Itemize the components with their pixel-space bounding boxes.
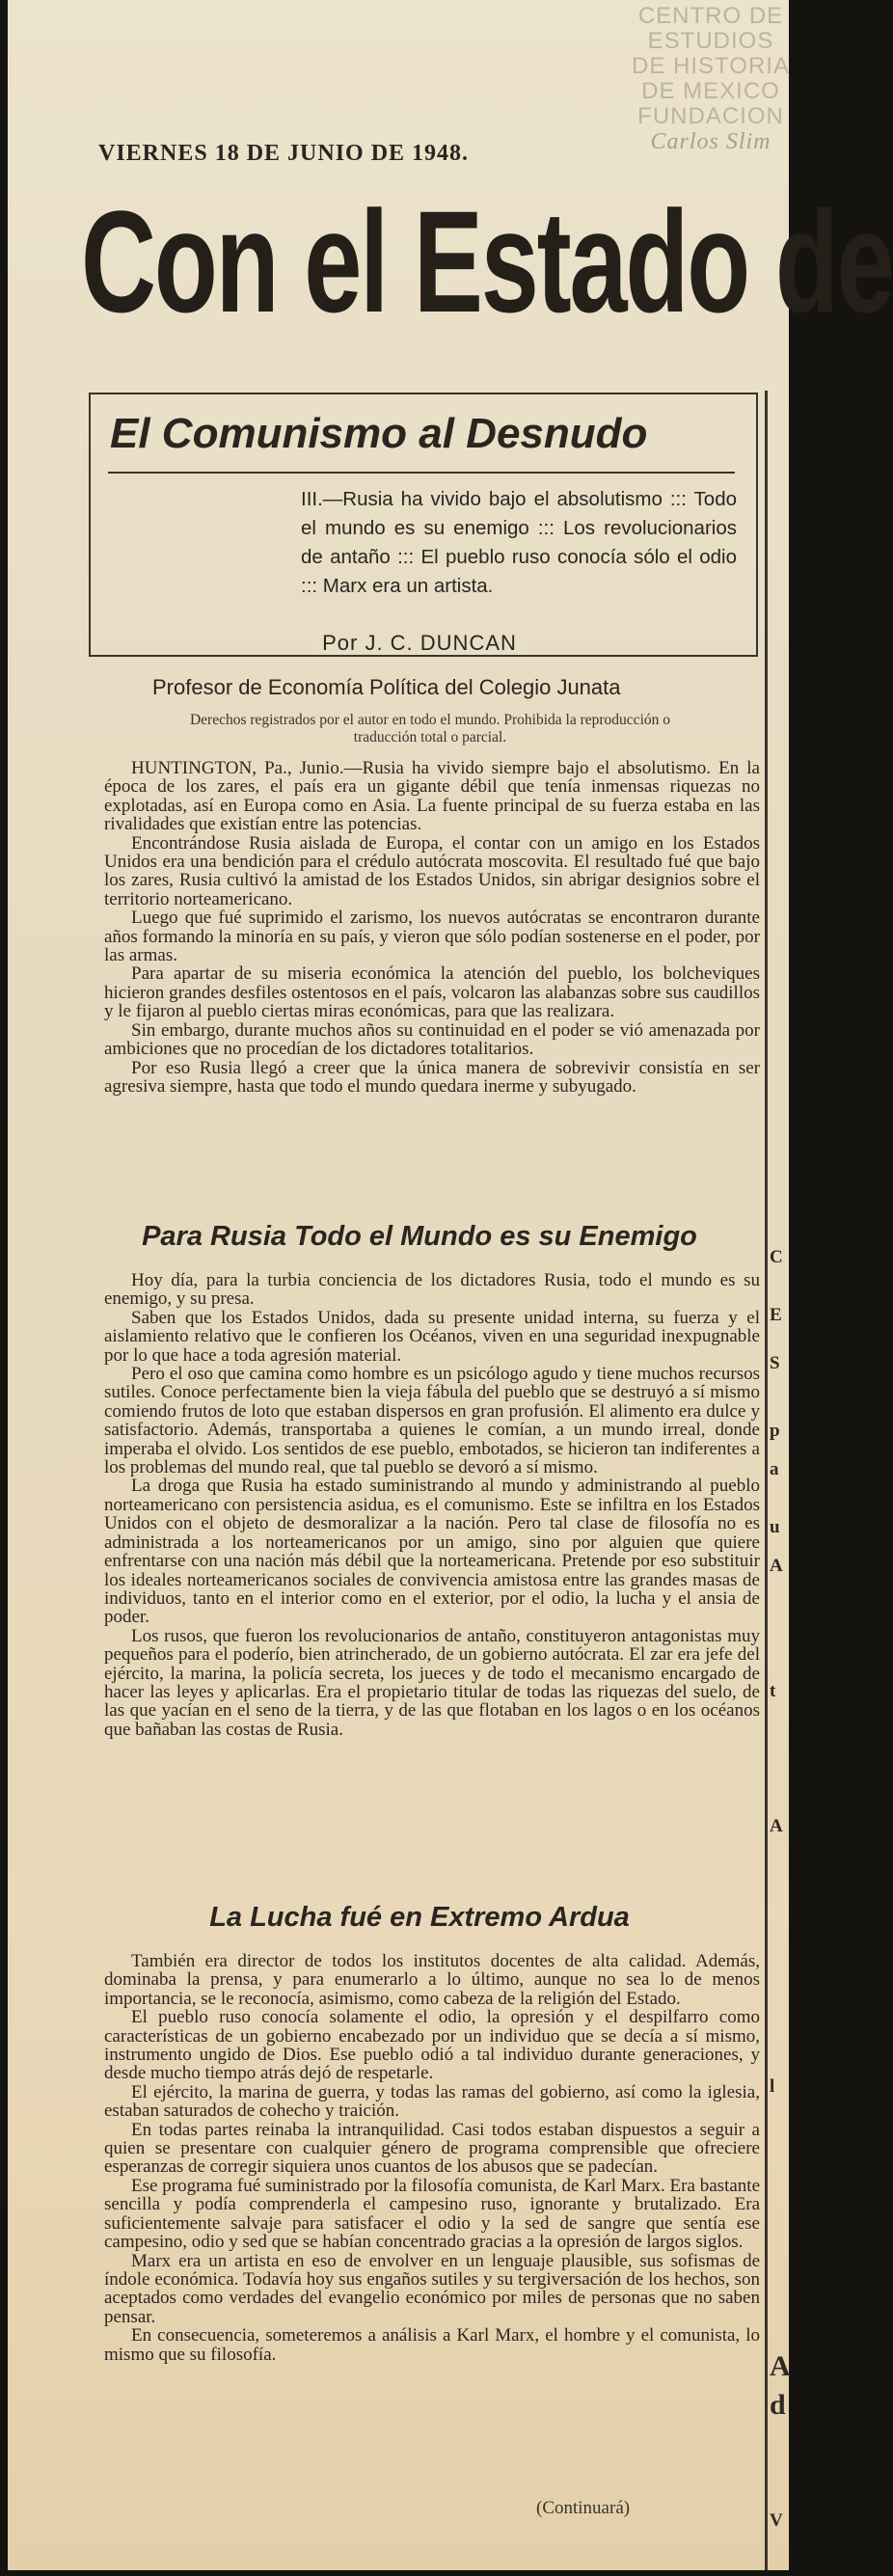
paragraph: También era director de todos los institutos docentes de alta calidad. Además, dominaba la prensa, y para enumerarlo a lo último, aunque no sea lo de menos importancia, se le reconocía, asimismo, como cabeza de la religión del Estado. — [104, 1951, 760, 2009]
paragraph: Los rusos, que fueron los revolucionarios de antaño, constituyeron antagonistas muy pequeños para el poderío, bien atrincherado, de un gobierno autócrata. El zar era jefe del ejército, la marina, la policía secreta, los jueces y de todo el mecanismo encargado de hacer las leyes y aplicarlas. Era el propietario titular de todas las riquezas del suelo, de las que yacían en el seno de la tierra, y de las que flotaban en los lagos o en los océanos que bañaban las costas de Rusia. — [104, 1625, 760, 1740]
paragraph: HUNTINGTON, Pa., Junio.—Rusia ha vivido siempre bajo el absolutismo. En la época de los zares, el país era un gigante débil que tenía inmensas riquezas no explotadas, así en Europa como en Asia. La fuente principal de su fuerza estaba en las rivalidades que existían entre las potencias. — [104, 758, 760, 835]
byline-text: Por J. C. DUNCAN — [311, 631, 528, 655]
paragraph: Luego que fué suprimido el zarismo, los nuevos autócratas se encontraron durante años formando la minoría en su país, y vieron que sólo podían sostenerse en el poder, por las armas. — [104, 908, 760, 966]
section-3-heading: La Lucha fué en Extremo Ardua — [209, 1902, 630, 1933]
adjacent-column-fragment: A — [770, 2350, 791, 2382]
adjacent-column-fragment: A — [770, 1816, 783, 1836]
paragraph: Saben que los Estados Unidos, dada su presente unidad interna, su fuerza y el aislamiento relativo que le confieren los Océanos, viven en una seguridad inexpugnable por lo que hace a toda agresión material. — [104, 1307, 760, 1366]
paragraph: Encontrándose Rusia aislada de Europa, el contar con un amigo en los Estados Unidos era una bendición para el crédulo autócrata moscovita. El resultado fué que bajo los zares, Rusia cultivó la amistad de los Estados Unidos, sin abrigar designios sobre el territorio norteamericano. — [104, 832, 760, 909]
headline: Con el Estado de — [81, 180, 893, 342]
continued-note: (Continuará) — [536, 2498, 631, 2518]
column-rule — [765, 391, 768, 2570]
rights-notice: Derechos registrados por el autor en todo el mundo. Prohibida la reproducción o traducción total o parcial. — [189, 712, 670, 746]
adjacent-column-fragment: a — [770, 1459, 779, 1479]
stamp-line: DE MEXICO — [641, 78, 780, 104]
paragraph: Ese programa fué suministrado por la filosofía comunista, de Karl Marx. Era bastante sencilla y podía comprenderla el campesino ruso, ignorante y brutalizado. Era suficientemente salvaje para satisfacer el odio y la sed de sangre que sentía ese campesino, odio y sed que se habían concentrado gracias a la opresión de largos siglos. — [104, 2175, 760, 2253]
author-title: Profesor de Economía Política del Colegio Junata — [152, 675, 621, 699]
section-1 — [104, 759, 760, 1096]
stamp-line: DE HISTORIA — [632, 53, 790, 79]
stamp-line: ESTUDIOS — [647, 28, 774, 54]
paragraph: El ejército, la marina de guerra, y todas las ramas del gobierno, así como la iglesia, estaban saturados de cohecho y traición. — [104, 2081, 760, 2122]
paragraph: Sin embargo, durante muchos años su continuidad en el poder se vió amenazada por ambiciones que no procedían de los dictadores totalitarios. — [104, 1019, 760, 1060]
stamp-signature: Carlos Slim — [650, 129, 771, 154]
stamp-line: CENTRO DE — [637, 3, 784, 29]
adjacent-column-fragment: p — [770, 1421, 780, 1441]
archive-watermark — [629, 4, 793, 154]
section-2 — [104, 1271, 760, 1739]
section-3 — [104, 1952, 760, 2364]
adjacent-column-fragment: A — [770, 1556, 783, 1576]
article-title: El Comunismo al Desnudo — [110, 410, 648, 457]
date-line: VIERNES 18 DE JUNIO DE 1948. — [98, 141, 470, 166]
paragraph: La droga que Rusia ha estado suministrando al mundo y administrando al pueblo norteamericano con persistencia asidua, es el comunismo. Este se infiltra en los Estados Unidos con el objeto de desmoralizar a la nación. Pero tal clase de filosofía no es administrada a los norteamericanos por un amigo, sino por alguien que quiere enfrentarse con una nación más débil que la norteamericana. Pretende por eso substituir los ideales norteamericanos sociales de convivencia amistosa entre las grandes masas de individuos, tanto en el interior como en el exterior, por el odio, la lucha y el ansia de poder. — [104, 1476, 760, 1628]
adjacent-column-fragment: E — [770, 1305, 782, 1325]
paragraph: Por eso Rusia llegó a creer que la única manera de sobrevivir consistía en ser agresiva siempre, hasta que todo el mundo quedara inerme y subyugado. — [104, 1057, 760, 1097]
newspaper-clipping — [8, 0, 893, 2570]
adjacent-column-fragment: l — [770, 2076, 775, 2097]
adjacent-column-fragment: S — [770, 1353, 780, 1373]
paragraph: Pero el oso que camina como hombre es un psicólogo agudo y tiene muchos recursos sutiles. Conoce perfectamente bien la vieja fábula del pueblo que se destruyó a sí mismo comiendo frutos de loto que estaban dispersos en gran profusión. El alimento era dulce y satisfactorio. Además, transportaba a quienes le comían, a un mundo irreal, donde imperaba el olvido. Los sentidos de ese pueblo, embotados, se hicieron tan indiferentes a los problemas del mundo real, que tal pueblo se devoró a sí mismo. — [104, 1364, 760, 1478]
paragraph: Hoy día, para la turbia conciencia de los dictadores Rusia, todo el mundo es su enemigo, y su presa. — [104, 1270, 760, 1310]
section-2-heading: Para Rusia Todo el Mundo es su Enemigo — [142, 1221, 697, 1252]
article-summary-box — [89, 393, 758, 657]
stamp-line: FUNDACION — [637, 103, 784, 129]
adjacent-column-fragment: C — [770, 1247, 783, 1267]
adjacent-column-fragment: t — [770, 1681, 776, 1701]
paragraph: En consecuencia, someteremos a análisis a Karl Marx, el hombre y el comunista, lo mismo que su filosofía. — [104, 2325, 760, 2365]
adjacent-column-fragment: d — [770, 2389, 786, 2421]
paragraph: Para apartar de su miseria económica la atención del pueblo, los bolcheviques hicieron grandes desfiles ostentosos en el país, volcaron las alabanzas sobre sus caudillos y le fijaron al pueblo ciertas miras económicas, para que las realizara. — [104, 963, 760, 1022]
title-rule — [108, 472, 735, 474]
paragraph: En todas partes reinaba la intranquilidad. Casi todos estaban dispuestos a seguir a quien se presentare con cualquier género de programa comprensible que ofreciere esperanzas de corregir siquiera unos cuantos de los abusos que se padecían. — [104, 2119, 760, 2178]
paragraph: El pueblo ruso conocía solamente el odio, la opresión y el despilfarro como características de un gobierno encabezado por un individuo que se decía a sí mismo, instrumento ungido de Dios. Ese pueblo odió a tal individuo durante generaciones, y desde mucho tiempo atrás dejó de respetarle. — [104, 2007, 760, 2084]
paragraph: Marx era un artista en eso de envolver en un lenguaje plausible, sus sofismas de índole económica. Todavía hoy sus engaños sutiles y su tergiversación de los hechos, son aceptados como verdades del evangelio económico por miles de personas que no saben pensar. — [104, 2250, 760, 2327]
article-summary: III.—Rusia ha vivido bajo el absolutismo ::: Todo el mundo es su enemigo ::: Los revolucionarios de antaño ::: El pueblo ruso conocía sólo el odio ::: Marx era un artista. — [301, 488, 737, 597]
byline — [8, 631, 831, 656]
adjacent-column-fragment: V — [770, 2510, 783, 2531]
adjacent-column-fragment: u — [770, 1517, 780, 1537]
